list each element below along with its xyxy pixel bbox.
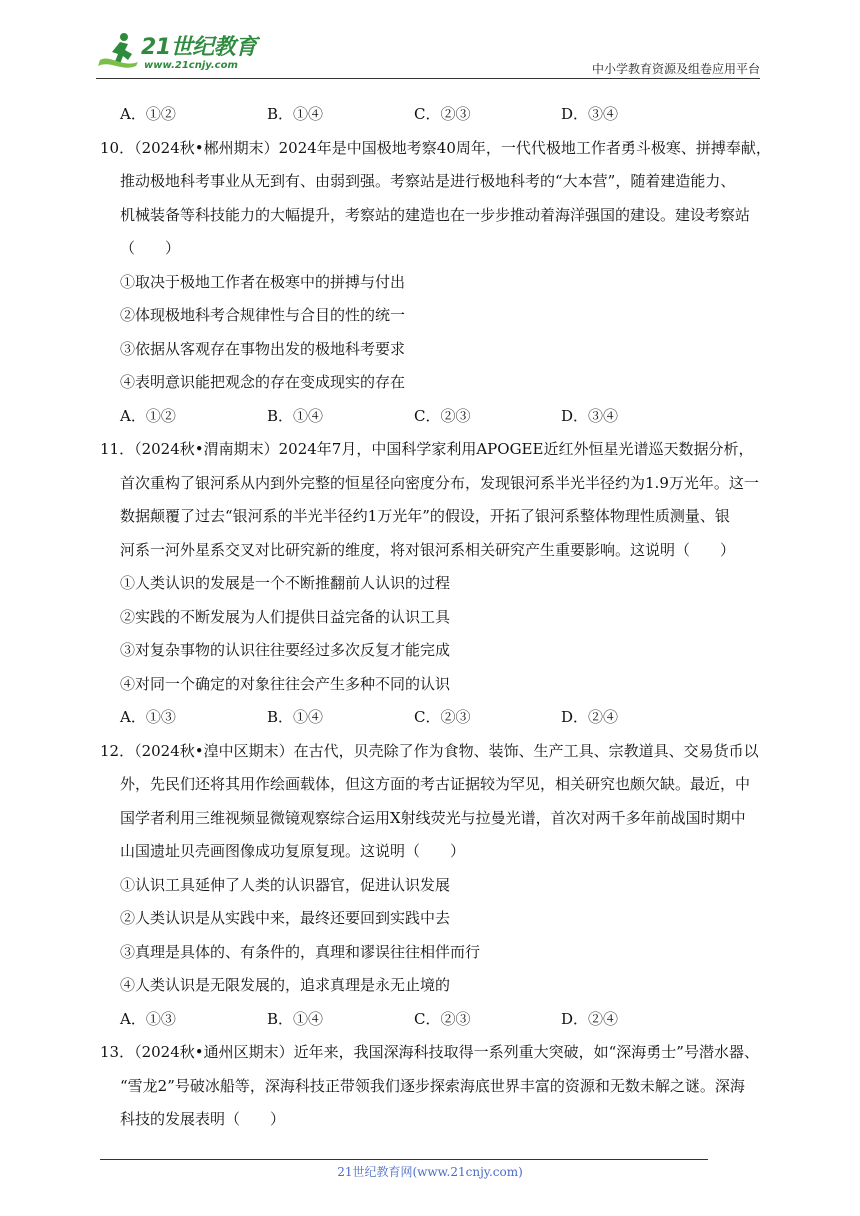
question-number: 12． [100, 741, 135, 760]
statement: ①人类认识的发展是一个不断推翻前人认识的过程 [120, 574, 451, 592]
option-a: A．①③ [120, 708, 176, 726]
options-row-prev [100, 98, 766, 132]
question-line: （ ） [120, 239, 181, 257]
question-line: “雪龙2”号破冰船等，深海科技正带领我们逐步探索海底世界丰富的资源和无数未解之谜。深海 [120, 1076, 745, 1095]
option-d: D．③④ [561, 406, 619, 425]
question-text: 近年来，我国深海科技取得一系列重大突破，如“深海勇士”号潜水器、 [293, 1043, 759, 1061]
platform-title: 中小学教育资源及组卷应用平台 [591, 62, 760, 76]
page-footer: 21世纪教育网(www.21cnjy.com) [337, 1165, 523, 1179]
question-source: （2024秋•郴州期末） [134, 138, 279, 157]
question-text: 2024年7月，中国科学家利用APOGEE近红外恒星光谱巡天数据分析， [278, 440, 754, 458]
question-line: 数据颠覆了过去“银河系的半光半径约1万光年”的假设，开拓了银河系整体物理性质测量、银 [120, 507, 730, 525]
option-a: A．①③ [120, 1009, 176, 1028]
question-source: （2024秋•渭南期末） [134, 440, 279, 458]
statement: ③依据从客观存在事物出发的极地科考要求 [120, 339, 406, 358]
option-b: B．①④ [267, 105, 324, 123]
question-line: 国学者利用三维视频显微镜观察综合运用X射线荧光与拉曼光谱，首次对两千多年前战国时期中 [120, 808, 746, 827]
question-line [100, 1036, 766, 1070]
option-c: C．②③ [414, 105, 471, 123]
question-11 [100, 433, 766, 735]
option-a: A．①② [120, 406, 176, 425]
option-d: D．②④ [561, 1009, 619, 1028]
option-b: B．①④ [267, 1009, 324, 1028]
question-10 [100, 132, 771, 434]
question-source: （2024秋•湟中区期末） [134, 741, 294, 760]
header-divider [96, 78, 760, 79]
question-line: 外，先民们还将其用作绘画载体，但这方面的考古证据较为罕见，相关研究也颇欠缺。最近，中 [120, 775, 751, 793]
statement: ③真理是具体的、有条件的，真理和谬误往往相伴而行 [120, 942, 481, 961]
question-13 [100, 1036, 766, 1137]
options-row [100, 1003, 766, 1037]
logo-text: 21世纪教育 [141, 35, 257, 60]
statement: ②实践的不断发展为人们提供日益完备的认识工具 [120, 607, 451, 626]
question-line [100, 433, 766, 467]
question-12 [100, 735, 766, 1037]
statement: ④对同一个确定的对象往往会产生多种不同的认识 [120, 674, 451, 693]
question-line: 河系一河外星系交叉对比研究新的维度，将对银河系相关研究产生重要影响。这说明（ ） [120, 540, 736, 559]
question-line: 科技的发展表明（ ） [120, 1110, 286, 1128]
question-source: （2024秋•通州区期末） [134, 1043, 294, 1061]
option-a: A．①② [120, 105, 176, 123]
question-text: 2024年是中国极地考察40周年，一代代极地工作者勇斗极寒、拼搏奉献， [278, 138, 771, 157]
question-line: 推动极地科考事业从无到有、由弱到强。考察站是进行极地科考的“大本营”，随着建造能力、 [120, 172, 736, 190]
option-d: D．③④ [561, 105, 619, 123]
statement: ④人类认识是无限发展的，追求真理是永无止境的 [120, 976, 451, 994]
question-number: 13． [100, 1043, 135, 1061]
options-row [100, 701, 766, 735]
statement: ①认识工具延伸了人类的认识器官，促进认识发展 [120, 875, 451, 894]
logo-url: www.21cnjy.com [144, 60, 238, 71]
option-b: B．①④ [267, 406, 324, 425]
statement: ④表明意识能把观念的存在变成现实的存在 [120, 373, 406, 391]
question-line: 山国遗址贝壳画图像成功复原复现。这说明（ ） [120, 842, 466, 860]
statement: ②人类认识是从实践中来，最终还要回到实践中去 [120, 909, 451, 927]
statement: ①取决于极地工作者在极寒中的拼搏与付出 [120, 272, 406, 291]
question-text: 在古代，贝壳除了作为食物、装饰、生产工具、宗教道具、交易货币以 [293, 741, 759, 760]
question-line [100, 132, 771, 166]
question-content [100, 98, 771, 1137]
option-c: C．②③ [414, 1009, 471, 1028]
option-c: C．②③ [414, 708, 471, 726]
statement: ②体现极地科考合规律性与合目的性的统一 [120, 306, 406, 324]
question-number: 10． [100, 138, 135, 157]
option-b: B．①④ [267, 708, 324, 726]
site-logo [96, 30, 266, 78]
page-header [0, 0, 860, 86]
option-d: D．②④ [561, 708, 619, 726]
question-line [100, 735, 766, 769]
footer-divider [100, 1159, 708, 1160]
question-line: 机械装备等科技能力的大幅提升，考察站的建造也在一步步推动着海洋强国的建设。建设考察站 [120, 205, 751, 224]
option-c: C．②③ [414, 406, 471, 425]
runner-logo-icon [96, 30, 140, 74]
question-number: 11． [100, 440, 135, 458]
statement: ③对复杂事物的认识往往要经过多次反复才能完成 [120, 641, 451, 659]
options-row [100, 400, 766, 434]
question-line: 首次重构了银河系从内到外完整的恒星径向密度分布，发现银河系半光半径约为1.9万光年。这一 [120, 473, 759, 492]
